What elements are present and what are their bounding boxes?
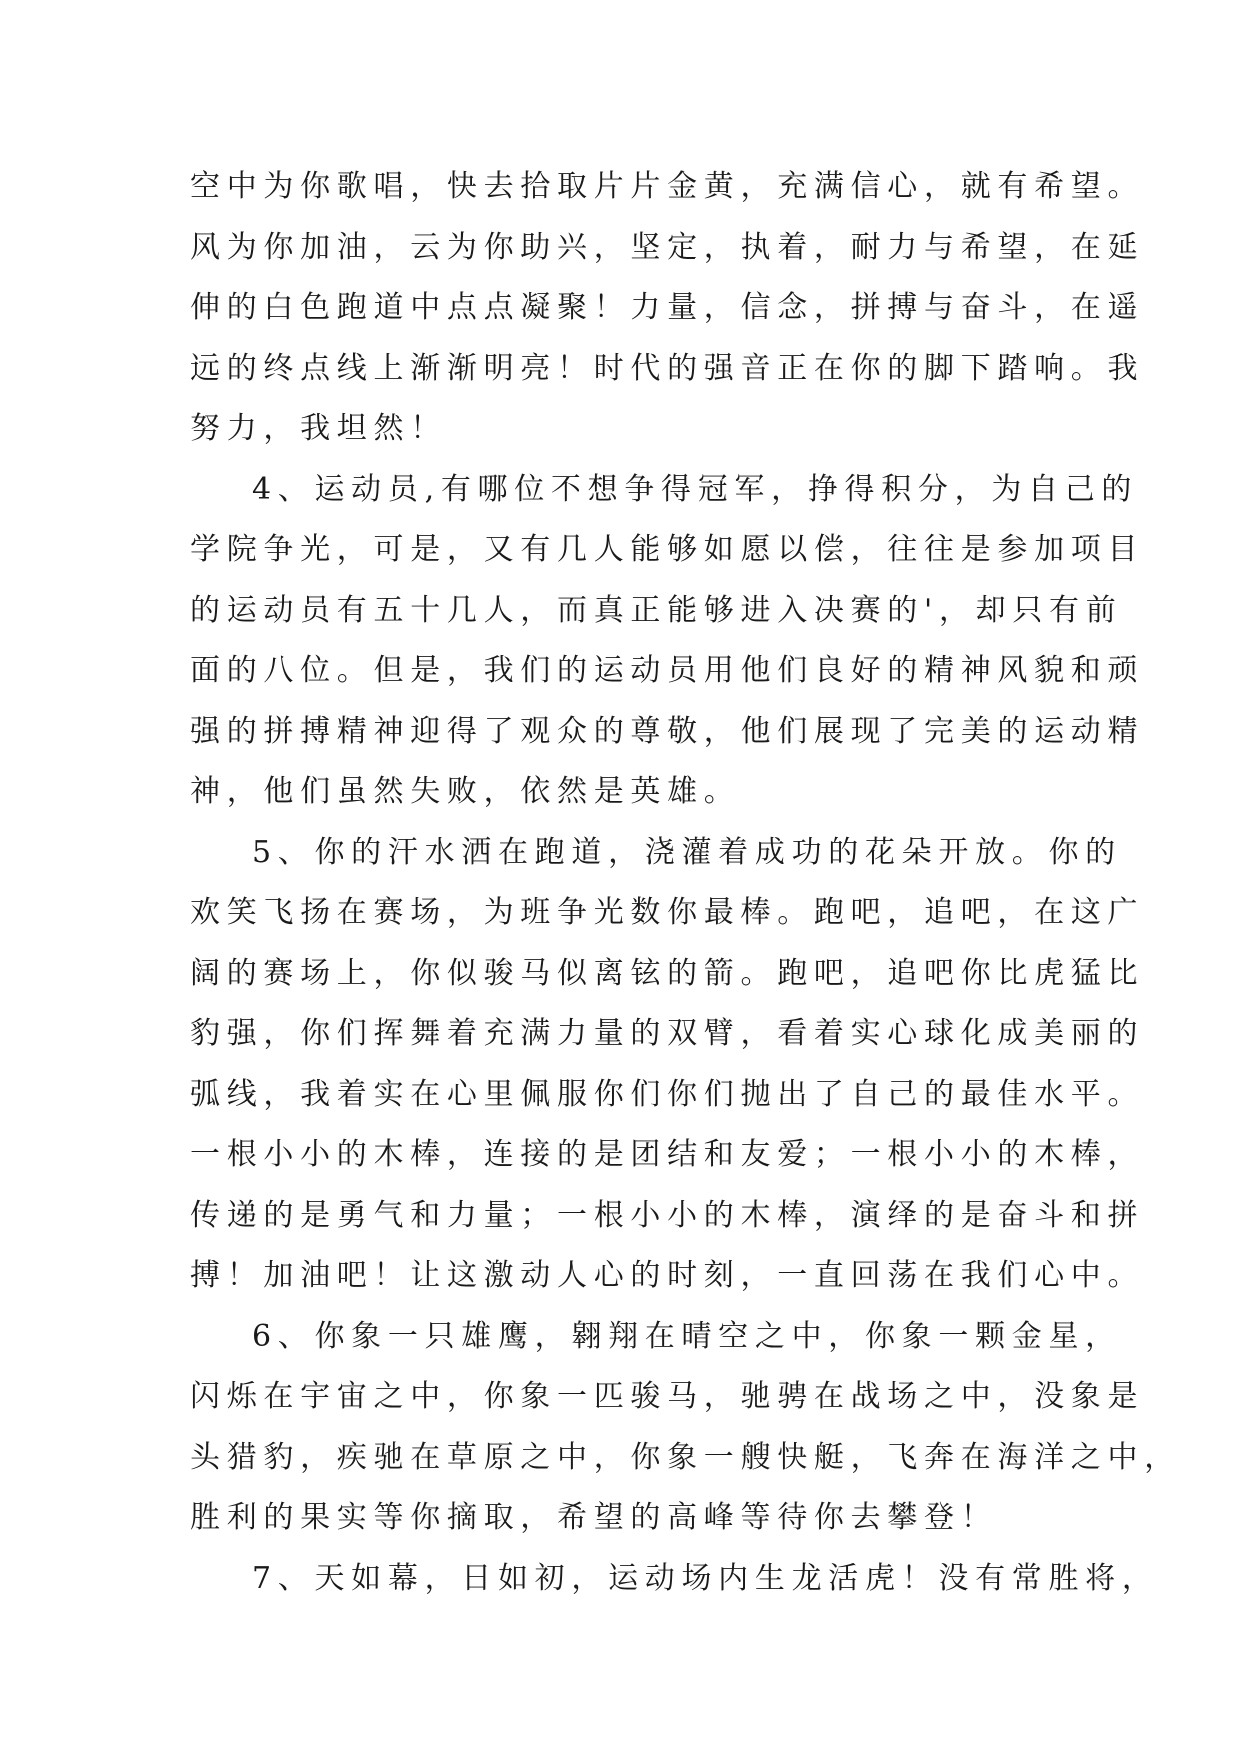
text-line: 阔的赛场上，你似骏马似离铉的箭。跑吧，追吧你比虎猛比	[190, 955, 1145, 991]
text-line: 一根小小的木棒，连接的是团结和友爱；一根小小的木棒，	[190, 1137, 1145, 1172]
text-line: 豹强，你们挥舞着充满力量的双臂，看着实心球化成美丽的	[190, 1016, 1145, 1051]
text-line: 搏！加油吧！让这激动人心的时刻，一直回荡在我们心中。	[190, 1258, 1145, 1293]
text-line: 传递的是勇气和力量；一根小小的木棒，演绎的是奋斗和拼	[190, 1197, 1145, 1233]
text-line: 弧线，我着实在心里佩服你们你们抛出了自己的最佳水平。	[190, 1076, 1145, 1112]
paragraph-start-line: 7、天如幕，日如初，运动场内生龙活虎！没有常胜将，	[252, 1560, 1159, 1596]
text-line: 神，他们虽然失败，依然是英雄。	[190, 774, 741, 809]
text-line: 的运动员有五十几人，而真正能够进入决赛的'，却只有前	[190, 592, 1123, 628]
text-line: 欢笑飞扬在赛场，为班争光数你最棒。跑吧，追吧，在这广	[190, 895, 1145, 930]
text-line: 头猎豹，疾驰在草原之中，你象一艘快艇，飞奔在海洋之中，	[190, 1439, 1181, 1475]
text-line: 学院争光，可是，又有几人能够如愿以偿，往往是参加项目	[190, 532, 1145, 567]
text-line: 面的八位。但是，我们的运动员用他们良好的精神风貌和顽	[190, 653, 1145, 688]
paragraph-start-line: 4、运动员,有哪位不想争得冠军，挣得积分，为自己的	[252, 471, 1139, 507]
text-line: 胜利的果实等你摘取，希望的高峰等待你去攀登！	[190, 1500, 998, 1535]
text-line: 强的拼搏精神迎得了观众的尊敬，他们展现了完美的运动精	[190, 713, 1145, 749]
text-line: 努力，我坦然！	[190, 411, 447, 446]
paragraph-start-line: 5、你的汗水洒在跑道，浇灌着成功的花朵开放。你的	[252, 834, 1122, 870]
text-line: 伸的白色跑道中点点凝聚！力量，信念，拼搏与奋斗，在遥	[190, 290, 1145, 325]
text-line: 闪烁在宇宙之中，你象一匹骏马，驰骋在战场之中，没象是	[190, 1379, 1145, 1414]
body-text	[190, 157, 1181, 1609]
text-line: 远的终点线上渐渐明亮！时代的强音正在你的脚下踏响。我	[190, 350, 1145, 386]
text-line: 空中为你歌唱，快去拾取片片金黄，充满信心，就有希望。	[190, 169, 1145, 204]
text-line: 风为你加油，云为你助兴，坚定，执着，耐力与希望，在延	[190, 229, 1145, 265]
paragraph-start-line: 6、你象一只雄鹰，翱翔在晴空之中，你象一颗金星，	[252, 1318, 1122, 1354]
